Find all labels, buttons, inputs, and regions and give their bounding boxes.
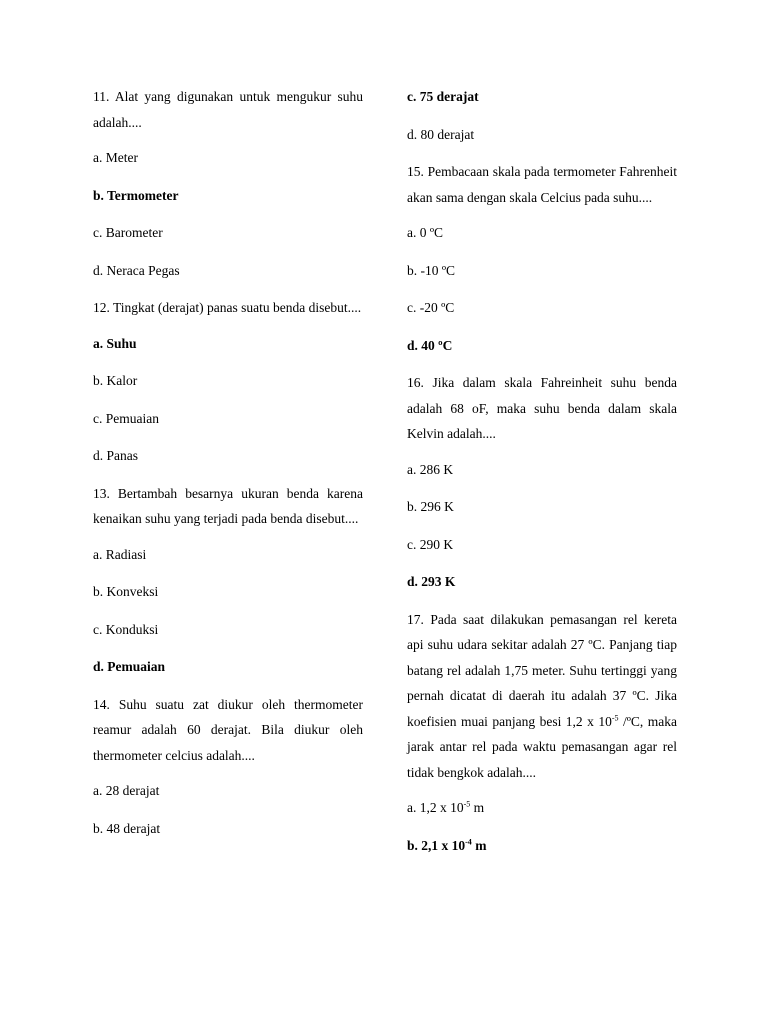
question-13: 13. Bertambah besarnya ukuran benda karena kenaikan suhu yang terjadi pada benda disebut.... — [93, 485, 363, 526]
question-16-option-b: b. 296 K — [407, 499, 454, 514]
question-17-option-b-exponent: -4 — [465, 837, 472, 846]
question-11-option-d: d. Neraca Pegas — [93, 262, 180, 278]
question-17-text-part1: 17. Pada saat dilakukan pemasangan rel kereta api suhu udara sekitar adalah 27 ºC. Panjang tiap batang rel adalah 1,75 meter. Suhu tertinggi yang pernah dicatat di daerah itu adalah 37 ºC. Jika koefisien muai panjang besi 1,2 x 10 — [407, 611, 677, 729]
question-12-option-a-answer: a. Suhu — [93, 335, 137, 351]
question-17-option-a-exponent: -5 — [463, 799, 471, 809]
question-11: 11. Alat yang digunakan untuk mengukur suhu adalah.... — [93, 89, 363, 130]
question-17-option-a-base: a. 1,2 x 10 — [407, 800, 464, 815]
question-12: 12. Tingkat (derajat) panas suatu benda disebut.... — [93, 300, 362, 315]
question-15-option-c: c. -20 ºC — [407, 300, 455, 315]
question-13-option-a: a. Radiasi — [93, 546, 147, 562]
question-14: 14. Suhu suatu zat diukur oleh thermometer reamur adalah 60 derajat. Bila diukur oleh thermometer celcius adalah.... — [93, 696, 363, 763]
question-15-option-b: b. -10 ºC — [407, 262, 456, 278]
question-17-text-part2: /ºC, maka jarak antar rel pada waktu pemasangan agar rel tidak bengkok adalah.... — [407, 713, 677, 780]
question-13-option-c: c. Konduksi — [93, 621, 159, 637]
question-17-option-b-base: b. 2,1 x 10 — [407, 837, 466, 853]
right-column — [407, 84, 677, 870]
question-17-option-b-answer — [407, 833, 677, 859]
question-17-option-b-unit: m — [471, 837, 487, 853]
question-14-option-c-answer: c. 75 derajat — [407, 89, 479, 104]
question-16-option-c: c. 290 K — [407, 536, 454, 552]
question-12-option-d: d. Panas — [93, 448, 138, 463]
question-12-option-c: c. Pemuaian — [93, 410, 159, 426]
left-column — [93, 84, 363, 853]
question-14-option-a: a. 28 derajat — [93, 783, 160, 798]
question-11-option-a: a. Meter — [93, 150, 138, 165]
question-16-option-a: a. 286 K — [407, 461, 454, 477]
question-17 — [407, 607, 677, 786]
question-15: 15. Pembacaan skala pada termometer Fahrenheit akan sama dengan skala Celcius pada suhu.... — [407, 164, 677, 205]
question-14-option-d: d. 80 derajat — [407, 126, 475, 142]
question-17-option-a-unit: m — [470, 800, 485, 815]
question-13-option-d-answer: d. Pemuaian — [93, 659, 166, 674]
question-14-option-b: b. 48 derajat — [93, 820, 161, 836]
question-15-option-d-answer: d. 40 ºC — [407, 337, 453, 353]
question-16-option-d-answer: d. 293 K — [407, 574, 456, 589]
question-11-option-b-answer: b. Termometer — [93, 187, 179, 203]
question-11-option-c: c. Barometer — [93, 225, 163, 240]
question-15-option-a: a. 0 ºC — [407, 225, 444, 240]
question-16: 16. Jika dalam skala Fahreinheit suhu benda adalah 68 oF, maka suhu benda dalam skala Kelvin adalah.... — [407, 375, 677, 441]
question-12-option-b: b. Kalor — [93, 373, 138, 388]
question-13-option-b: b. Konveksi — [93, 584, 159, 599]
question-17-option-a — [407, 795, 677, 821]
question-17-exponent: -5 — [611, 713, 619, 722]
